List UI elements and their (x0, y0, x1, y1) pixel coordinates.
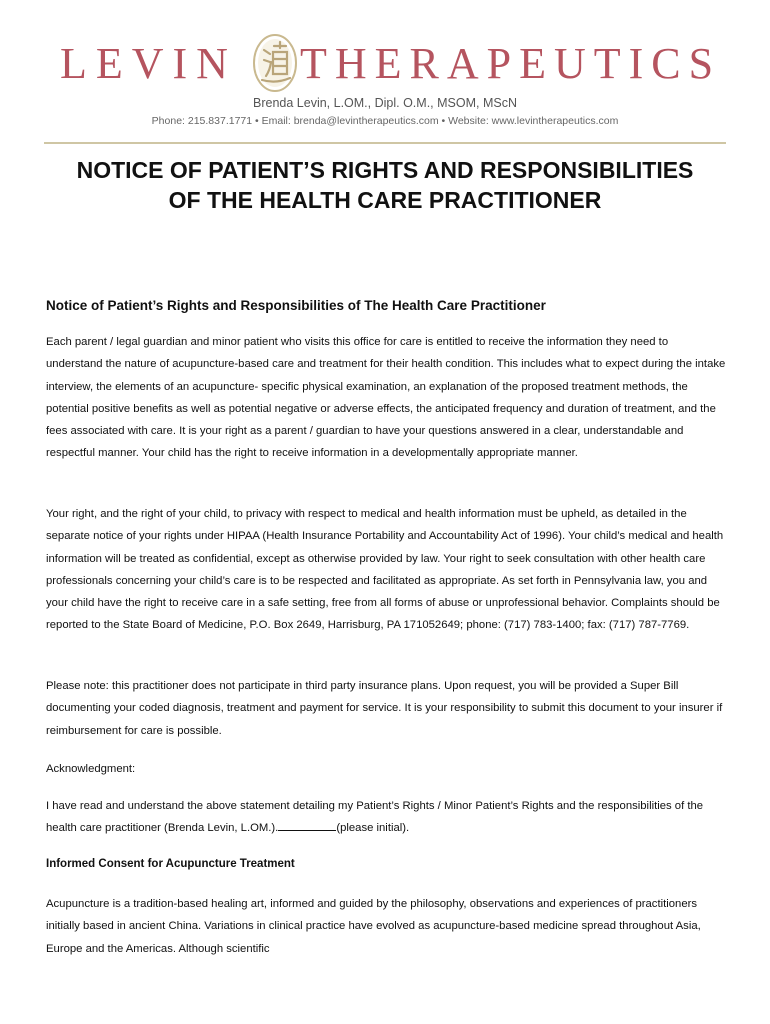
logo-text-left: LEVIN (60, 39, 237, 88)
paragraph-rights: Each parent / legal guardian and minor patient who visits this office for care is entitled to receive the information they need to understand the nature of acupuncture-based care and treatment for their health condition. This includes what to expect during the intake interview, the elements of an acupuncture- specific physical examination, an explanation of the proposed treatment methods, the potential positive benefits as well as potential negative or adverse effects, the anticipated frequency and duration of treatment, and the fees associated with care. It is your right as a parent / guardian to have your questions answered in a clear, understandable and respectful manner. Your child has the right to receive information in a developmentally appropriate manner. (46, 336, 726, 460)
header-divider (44, 142, 726, 144)
contact-line: Phone: 215.837.1771 • Email: brenda@levintherapeutics.com • Website: www.levintherapeutics.com (151, 115, 619, 127)
paragraph-privacy: Your right, and the right of your child, to privacy with respect to medical and health information must be upheld, as detailed in the separate notice of your rights under HIPAA (Health Insurance Portability and Accountability Act of 1996). Your child’s medical and health information will be treated as confidential, except as otherwise provided by law. Your right to seek consultation with other health care professionals concerning your child’s care is to be respected and facilitated as appropriate. As set forth in Pennsylvania law, you and your child have the right to receive care in a safe setting, free from all forms of abuse or unprofessional behavior. Complaints should be reported to the State Board of Medicine, P.O. Box 2649, Harrisburg, PA 171052649; phone: (717) 783-1400; fax: (717) 787-7769. (46, 508, 724, 632)
acknowledgment-statement (46, 795, 726, 840)
logo-text-right: THERAPEUTICS (300, 39, 722, 88)
logo (0, 30, 770, 96)
initial-instruction: (please initial). (336, 822, 410, 835)
page-title: NOTICE OF PATIENT’S RIGHTS AND RESPONSIBILITIES OF THE HEALTH CARE PRACTITIONER (76, 157, 694, 213)
acknowledgment-text: I have read and understand the above statement detailing my Patient’s Rights / Minor Patient’s Rights and the responsibilities of the health care practitioner (Brenda Levin, L.OM.). (46, 800, 704, 835)
practitioner-name: Brenda Levin, L.OM., Dipl. O.M., MSOM, MScN (253, 96, 517, 110)
section-heading: Notice of Patient’s Rights and Responsibilities of The Health Care Practitioner (46, 298, 546, 313)
paragraph-consent: Acupuncture is a tradition-based healing art, informed and guided by the philosophy, observations and experiences of practitioners initially based in ancient China. Variations in clinical practice have evolved as acupuncture-based medicine spread throughout Asia, Europe and the Americas. Although scientific (46, 898, 701, 955)
consent-heading: Informed Consent for Acupuncture Treatment (46, 858, 295, 870)
paragraph-insurance: Please note: this practitioner does not participate in third party insurance plans. Upon request, you will be provided a Super Bill documenting your coded diagnosis, treatment and payment for service. It is your responsibility to submit this document to your insurer if reimbursement for care is possible. (46, 680, 723, 737)
dao-emblem-icon (252, 32, 298, 94)
initial-blank[interactable] (278, 820, 336, 831)
acknowledgment-label: Acknowledgment: (46, 763, 136, 775)
